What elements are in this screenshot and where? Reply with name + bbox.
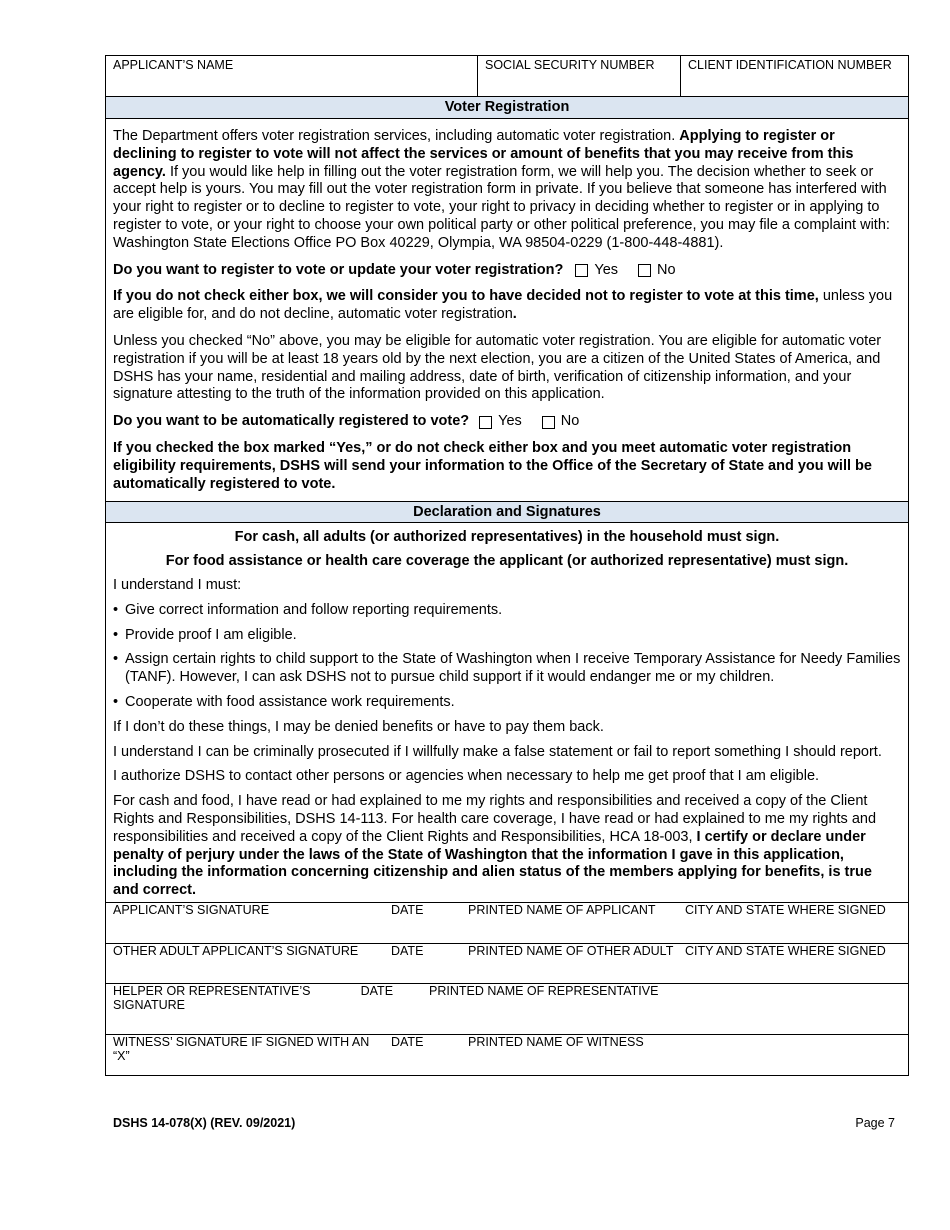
declaration-heading: Declaration and Signatures xyxy=(105,501,909,523)
witness-printed-name-field[interactable]: PRINTED NAME OF WITNESS xyxy=(468,1034,644,1049)
representative-printed-name-field[interactable]: PRINTED NAME OF REPRESENTATIVE xyxy=(429,983,659,998)
register-no-checkbox[interactable] xyxy=(638,264,651,277)
form-id: DSHS 14-078(X) (REV. 09/2021) xyxy=(113,1116,296,1130)
representative-date-field[interactable]: DATE xyxy=(360,983,394,998)
auto-yes-checkbox[interactable] xyxy=(479,416,492,429)
certification-statement: For cash and food, I have read or had explained to me my rights and responsibilities and received a copy of the Client Rights and Responsibilities, DSHS 14-113. For health care coverage, I have read or had explained to me my rights and responsibilities and received a copy of the Client Rights and Responsibilities, HCA 18-003, I certify or declare under penalty of perjury under the laws of the State of Washington that the information I gave in this application, including the information concerning citizenship and alien status of the members applying for benefits, is true and correct. xyxy=(113,793,877,899)
voter-registration-heading: Voter Registration xyxy=(105,97,909,119)
no-check-notice: If you do not check either box, we will consider you to have decided not to register to vote at this time, unless you are eligible for, and do not decline, automatic voter registration. xyxy=(113,288,893,323)
other-adult-date-field[interactable]: DATE xyxy=(391,943,424,958)
register-yes-checkbox[interactable] xyxy=(575,264,588,277)
representative-signature-field[interactable]: HELPER OR REPRESENTATIVE’S SIGNATURE xyxy=(113,983,311,1012)
declaration-section xyxy=(105,523,909,902)
table-row xyxy=(106,1035,908,1075)
witness-city-state-field[interactable] xyxy=(685,1035,908,1075)
prosecution-notice: I understand I can be criminally prosecuted if I willfully make a false statement or fail to report something I should report. xyxy=(113,743,882,760)
page-number: Page 7 xyxy=(855,1116,895,1130)
other-adult-city-state-field[interactable]: CITY AND STATE WHERE SIGNED xyxy=(685,943,886,958)
other-adult-printed-name-field[interactable]: PRINTED NAME OF OTHER ADULT xyxy=(468,943,674,958)
table-row xyxy=(106,984,908,1035)
table-row xyxy=(106,944,908,984)
voter-intro-paragraph: The Department offers voter registration services, including automatic voter registration. Applying to register or declining to register to vote will not affect the services or amount of benefits that you may receive from this agency. If you would like help in filling out the voter registration form, we will help you. The decision whether to seek or accept help is yours. You may fill out the voter registration form in private. If you believe that someone has interfered with your right to register or to decline to register to vote, your right to privacy in deciding whether to register or in applying to register to vote, or your right to choose your own political party or other political preference, you may file a complaint with: Washington State Elections Office PO Box 40229, Olympia, WA 98504-0229 (1-800-448-4881). xyxy=(113,128,890,251)
ssn-label: SOCIAL SECURITY NUMBER xyxy=(485,58,655,72)
applicant-date-field[interactable]: DATE xyxy=(391,902,424,917)
other-adult-signature-field[interactable]: OTHER ADULT APPLICANT’S SIGNATURE xyxy=(113,943,359,958)
auto-no-checkbox[interactable] xyxy=(542,416,555,429)
register-question: Do you want to register to vote or update your voter registration? Yes No xyxy=(113,261,676,278)
applicant-city-state-field[interactable]: CITY AND STATE WHERE SIGNED xyxy=(685,902,886,917)
client-id-field[interactable] xyxy=(681,56,908,96)
list-item: • Give correct information and follow reporting requirements. xyxy=(113,601,503,618)
page-footer xyxy=(113,1116,895,1130)
auto-register-question: Do you want to be automatically registered to vote? Yes No xyxy=(113,413,580,430)
denied-notice: If I don’t do these things, I may be denied benefits or have to pay them back. xyxy=(113,718,604,735)
food-sign-requirement: For food assistance or health care coverage the applicant (or authorized representative) must sign. xyxy=(165,553,849,570)
applicant-name-field[interactable] xyxy=(106,56,478,96)
automatic-registration-info: Unless you checked “No” above, you may be eligible for automatic voter registration. You are eligible for automatic voter registration if you will be at least 18 years old by the next election, you are a citizen of the United States of America, and DSHS has your name, residential and mailing address, date of birth, verification of citizenship information, and your signature attesting to the truth of the information provided on this application. xyxy=(113,332,882,403)
list-item: • Assign certain rights to child support to the State of Washington when I receive Temporary Assistance for Needy Families (TANF). However, I can ask DSHS not to pursue child support if it would endanger me or my children. xyxy=(113,651,901,686)
application-form xyxy=(105,55,909,1076)
cash-sign-requirement: For cash, all adults (or authorized representatives) in the household must sign. xyxy=(234,529,780,546)
ssn-field[interactable] xyxy=(478,56,681,96)
authorization-statement: I authorize DSHS to contact other persons or agencies when necessary to help me get proof that I am eligible. xyxy=(113,768,820,785)
table-row xyxy=(106,903,908,944)
voter-registration-section xyxy=(105,119,909,501)
applicant-header-table xyxy=(105,55,909,97)
signature-table xyxy=(105,902,909,1076)
client-id-label: CLIENT IDENTIFICATION NUMBER xyxy=(688,58,892,72)
applicant-printed-name-field[interactable]: PRINTED NAME OF APPLICANT xyxy=(468,902,656,917)
witness-signature-field[interactable]: WITNESS’ SIGNATURE IF SIGNED WITH AN “X” xyxy=(113,1034,370,1063)
list-item: • Provide proof I am eligible. xyxy=(113,626,297,643)
auto-registration-notice: If you checked the box marked “Yes,” or do not check either box and you meet automatic voter registration eligibility requirements, DSHS will send your information to the Office of the Secretary of State and you will be automatically registered to vote. xyxy=(113,439,872,492)
list-item: • Cooperate with food assistance work requirements. xyxy=(113,693,455,710)
understand-heading: I understand I must: xyxy=(113,576,242,593)
witness-date-field[interactable]: DATE xyxy=(391,1034,424,1049)
applicant-signature-field[interactable]: APPLICANT’S SIGNATURE xyxy=(113,902,270,917)
applicant-name-label: APPLICANT’S NAME xyxy=(113,58,234,72)
